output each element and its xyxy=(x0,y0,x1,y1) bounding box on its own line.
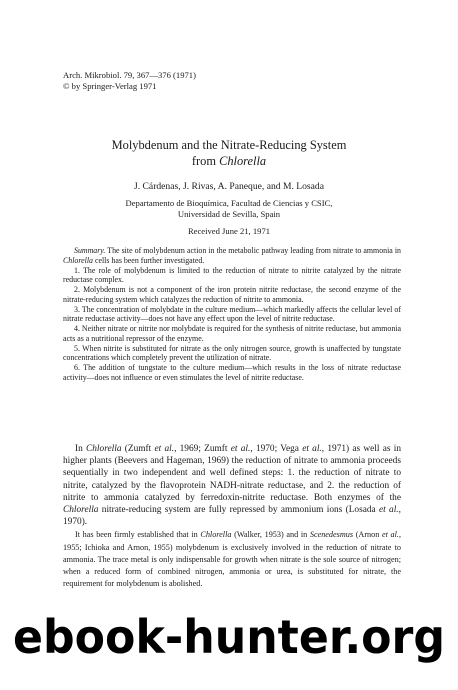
summary-point-5: 5. When nitrite is substituted for nitrate as the only nitrogen source, growth is unaffected by tungstate concentrations which completely prevent the utilization of nitrate. xyxy=(63,343,401,363)
title-organism: Chlorella xyxy=(219,154,267,168)
text-run: et al. xyxy=(379,505,399,516)
summary-point-6: 6. The addition of tungstate to the culture medium—which results in the loss of nitrate reductase activity—does not influence or even stimulates the level of nitrite reductase. xyxy=(63,363,401,382)
watermark-text: ebook-hunter.org xyxy=(13,610,445,664)
text-run: et al. xyxy=(154,444,175,454)
summary-label: Summary. xyxy=(74,246,106,255)
watermark-svg xyxy=(0,610,458,666)
body-paragraph-2 xyxy=(63,529,401,590)
watermark-logo xyxy=(0,610,458,666)
affiliation-line-1: Departamento de Bioquímica, Facultad de Ciencias y CSIC, xyxy=(125,198,333,208)
copyright-notice: © by Springer-Verlag 1971 xyxy=(63,81,157,91)
summary-point-4: 4. Neither nitrate or nitrite nor molybdate is required for the synthesis of nitrite reductase, but ammonia acts as a nutritional repressor of the enzyme. xyxy=(63,324,401,343)
title-prefix: from xyxy=(191,154,220,168)
summary-text: cells has been further investigated. xyxy=(92,255,205,265)
journal-citation: Arch. Mikrobiol. 79, 367—376 (1971) xyxy=(63,70,196,80)
text-run: et al. xyxy=(302,444,322,454)
summary-point-2: 2. Molybdenum is not a component of the iron protein nitrite reductase, the second enzyme of the nitrate-reducing system which catalyzes the reduction of nitrite to ammonia. xyxy=(63,285,401,304)
body-paragraph-1 xyxy=(63,443,401,528)
paper-title-line-1: Molybdenum and the Nitrate-Reducing System xyxy=(111,138,347,152)
text-run: In xyxy=(75,444,87,454)
body-text xyxy=(63,443,401,590)
text-run: It has been firmly established that in xyxy=(75,530,201,540)
text-run: Chlorella xyxy=(63,505,99,516)
summary-section xyxy=(63,246,401,383)
text-run: , 1970). xyxy=(63,505,401,528)
text-run: , 1969; Zumft xyxy=(174,444,231,454)
summary-point-1: 1. The role of molybdenum is limited to the reduction of nitrate to nitrite catalyzed by the nitrate reductase complex. xyxy=(63,265,401,285)
affiliation-line-2: Universidad de Sevilla, Spain xyxy=(177,209,281,219)
text-run: et al. xyxy=(230,444,251,454)
summary-intro xyxy=(63,246,401,266)
text-run: Chlorella xyxy=(86,444,122,454)
text-run: nitrate-reducing system are fully repressed by ammonium ions (Losada xyxy=(98,505,379,516)
summary-text: The site of molybdenum action in the metabolic pathway leading from nitrate to ammonia in xyxy=(105,246,401,255)
text-run: (Arnon xyxy=(353,530,382,540)
paper-title-line-2 xyxy=(0,153,458,169)
received-date: Received June 21, 1971 xyxy=(187,226,271,236)
text-run: Chlorella xyxy=(200,530,232,540)
text-run: (Walker, 1953) and in xyxy=(231,530,310,540)
author-list: J. Cárdenas, J. Rivas, A. Paneque, and M. Losada xyxy=(134,181,324,192)
text-run: Scenedesmus xyxy=(309,530,354,540)
text-run: , 1971) as well as in higher plants (Beevers and Hageman, 1969) the reduction of nitrate to ammonia proceeds sequentially in two independent and well defined steps: 1. the reduction of nitrate to nitrite, catalyzed by the flavoprotein NADH-nitrate reductase, and 2. the reduction of nitrite to ammonia catalyzed by ferredoxin-nitrite reductase. Both enzymes of the xyxy=(63,444,402,503)
text-run: et al. xyxy=(381,530,399,540)
text-run: , 1970; Vega xyxy=(250,444,303,454)
text-run: (Zumft xyxy=(121,444,155,454)
summary-point-3: 3. The concentration of molybdate in the culture medium—which markedly affects the cellular level of nitrate reductase activity—does not have any effect upon the level of nitrite reductase. xyxy=(63,304,401,324)
summary-organism: Chlorella xyxy=(63,255,93,265)
text-run: , 1955; Ichioka and Arnon, 1955) molybdenum is exclusively involved in the reduction of nitrate to ammonia. The trace metal is only indispensable for growth when nitrate is the sole source of nitrogen; when a reduced form of combined nitrogen, ammonia or urea, is substituted for nitrate, the requirement for molybdenum is abolished. xyxy=(63,530,401,589)
journal-info xyxy=(63,70,196,92)
